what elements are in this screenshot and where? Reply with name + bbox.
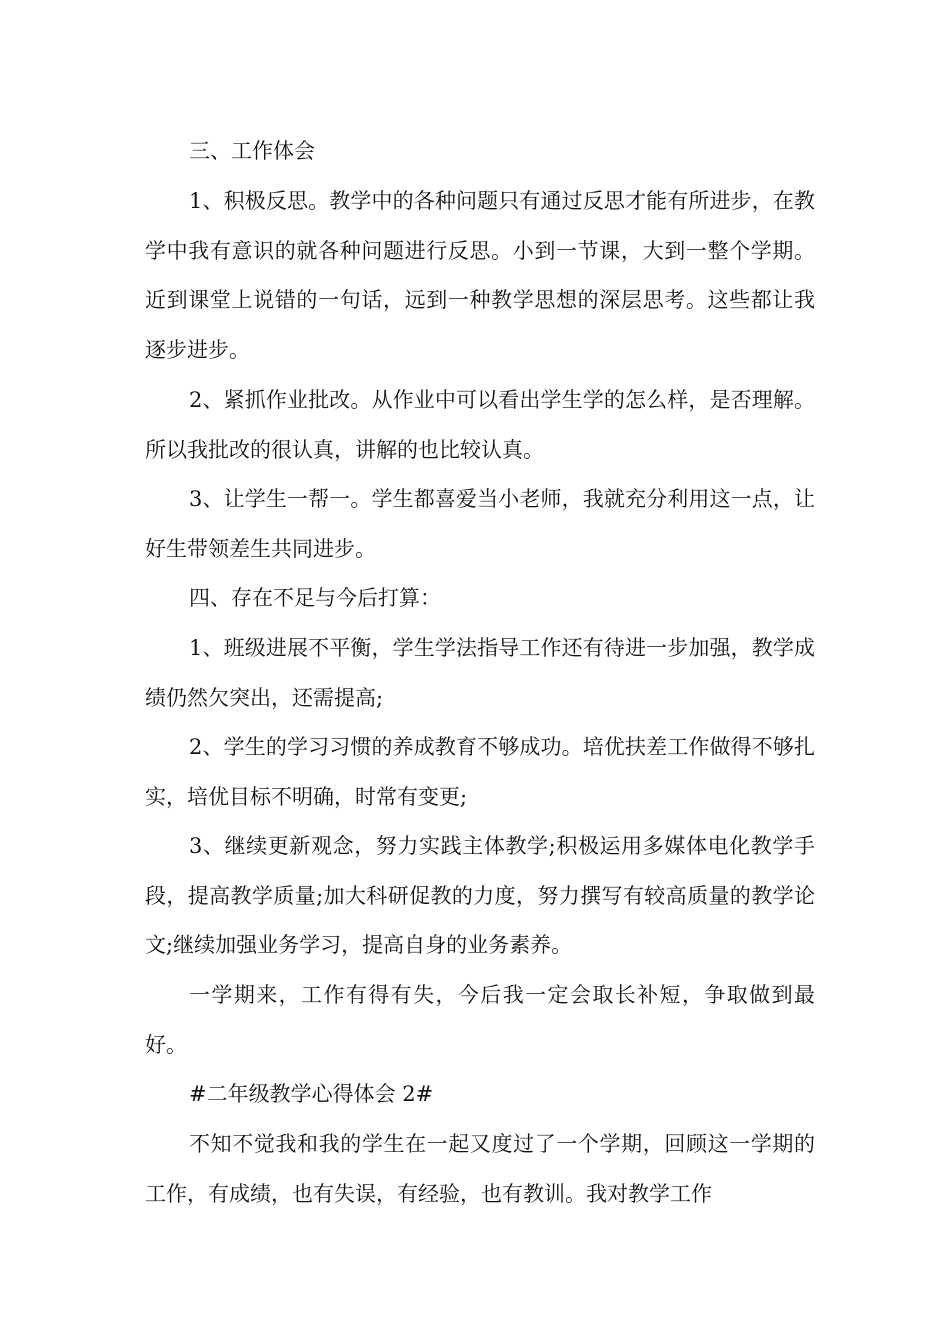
- paragraph-reflection: 1、积极反思。教学中的各种问题只有通过反思才能有所进步，在教学中我有意识的就各种问题进行反思。小到一节课，大到一整个学期。近到课堂上说错的一句话，远到一种教学思想的深层思考。这些都让我逐步进步。: [145, 189, 815, 362]
- section-title-article-2: #二年级教学心得体会 2#: [189, 1082, 434, 1106]
- paragraph-homework-correction: 2、紧抓作业批改。从作业中可以看出学生学的怎么样，是否理解。所以我批改的很认真，讲解的也比较认真。: [145, 388, 815, 462]
- paragraph-article-2-intro: 不知不觉我和我的学生在一起又度过了一个学期，回顾这一学期的工作，有成绩，也有失误，有经验，也有教训。我对教学工作: [145, 1132, 815, 1206]
- section-heading-work-experience: 三、工作体会: [189, 139, 315, 163]
- paragraph-shortcoming-2: 2、学生的学习习惯的养成教育不够成功。培优扶差工作做得不够扎实，培优目标不明确，时常有变更;: [145, 735, 815, 809]
- paragraph-shortcoming-1: 1、班级进展不平衡，学生学法指导工作还有待进一步加强，教学成绩仍然欠突出，还需提高;: [145, 636, 815, 710]
- paragraph-conclusion: 一学期来，工作有得有失，今后我一定会取长补短，争取做到最好。: [145, 983, 815, 1057]
- section-heading-shortcomings-plans: 四、存在不足与今后打算：: [189, 586, 441, 610]
- paragraph-peer-help: 3、让学生一帮一。学生都喜爱当小老师，我就充分利用这一点，让好生带领差生共同进步。: [145, 487, 815, 561]
- paragraph-plan-3: 3、继续更新观念，努力实践主体教学;积极运用多媒体电化教学手段，提高教学质量;加大科研促教的力度，努力撰写有较高质量的教学论文;继续加强业务学习，提高自身的业务素养。: [145, 834, 815, 958]
